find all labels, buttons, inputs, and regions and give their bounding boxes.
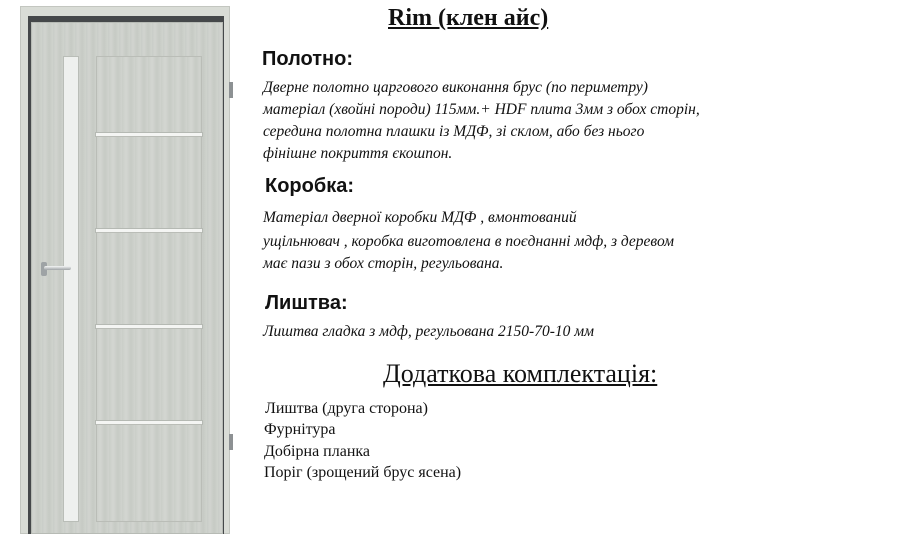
extras-item: Лиштва (друга сторона) (265, 400, 428, 417)
door-panel (96, 328, 202, 421)
extras-item: Добірна планка (264, 443, 371, 460)
korobka-line: ущільнювач , коробка виготовлена в поєднанні мдф, з деревом (263, 233, 675, 250)
door-handle (44, 266, 71, 270)
page-title: Rim (клен айс) (388, 5, 549, 31)
polotno-line: середина полотна плашки із МДФ, зі склом, або без нього (263, 123, 645, 140)
door-glass-strip (63, 56, 79, 522)
section-heading-polotno: Полотно: (262, 48, 354, 70)
polotno-line: матеріал (хвойні породи) 115мм.+ HDF плита 3мм з обох сторін, (263, 101, 700, 118)
korobka-line: Матеріал дверної коробки МДФ , вмонтований (263, 209, 577, 226)
extras-heading: Додаткова комплектація: (383, 359, 658, 388)
door-hinge (229, 82, 233, 98)
section-heading-lyshtva: Лиштва: (265, 292, 348, 314)
section-heading-korobka: Коробка: (265, 175, 355, 197)
door-image (0, 0, 252, 540)
door-hinge (229, 434, 233, 450)
door-panel (96, 136, 202, 229)
extras-item: Фурнітура (264, 421, 336, 438)
lyshtva-line: Лиштва гладка з мдф, регульована 2150-70-10 мм (263, 323, 595, 340)
korobka-line: має пази з обох сторін, регульована. (263, 255, 504, 272)
door-panel (96, 424, 202, 522)
door-panel (96, 232, 202, 325)
extras-item: Поріг (зрощений брус ясена) (264, 464, 462, 481)
door-panel (96, 56, 202, 133)
polotno-line: фінішне покриття єкошпон. (263, 145, 453, 162)
polotno-line: Дверне полотно царгового виконання брус (по периметру) (263, 79, 648, 96)
